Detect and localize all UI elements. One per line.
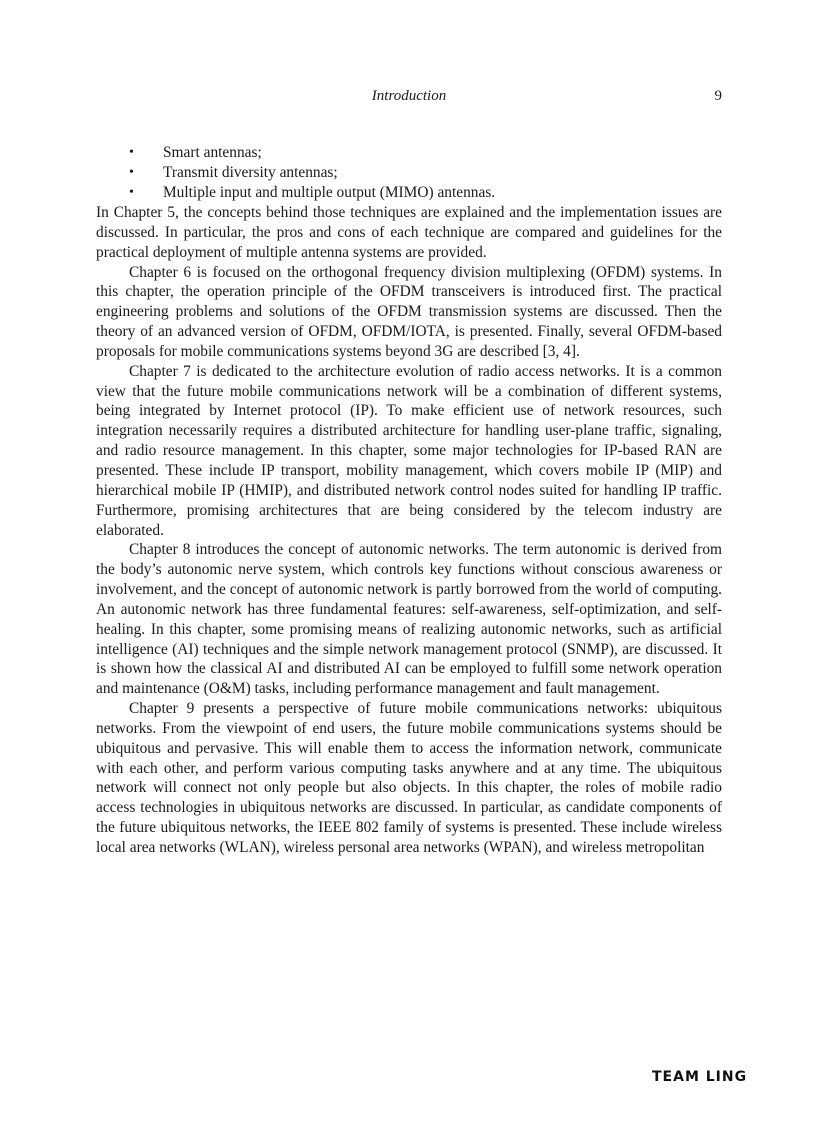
list-item — [96, 183, 722, 203]
bullet-icon: • — [129, 165, 134, 180]
bullet-icon: • — [129, 185, 134, 200]
list-item — [96, 143, 722, 163]
page-number: 9 — [714, 88, 722, 104]
paragraph-chapter-6: Chapter 6 is focused on the orthogonal frequency division multiplexing (OFDM) systems. In this chapter, the operation principle of the OFDM transceivers is introduced first. The practical engineering problems and solutions of the OFDM transmission systems are discussed. Then the theory of an advanced version of OFDM, OFDM/IOTA, is presented. Finally, several OFDM-based proposals for mobile communications systems beyond 3G are described [3, 4]. — [96, 263, 722, 360]
paragraph-chapter-7: Chapter 7 is dedicated to the architecture evolution of radio access networks. It is a common view that the future mobile communications network will be a combination of different systems, being integrated by Internet protocol (IP). To make efficient use of network resources, such integration necessarily requires a distributed architecture for handling user-plane traffic, signaling, and radio resource management. In this chapter, some major technologies for IP-based RAN are presented. These include IP transport, mobility management, which covers mobile IP (MIP) and hierarchical mobile IP (HMIP), and distributed network control nodes suited for handling IP traffic. Furthermore, promising architectures that are being considered by the telecom industry are elaborated. — [96, 362, 722, 539]
paragraph-chapter-5: In Chapter 5, the concepts behind those techniques are explained and the implementation issues are discussed. In particular, the pros and cons of each technique are compared and guidelines for the practical deployment of multiple antenna systems are provided. — [96, 204, 722, 261]
antenna-bullet-list — [96, 143, 722, 203]
team-ling-watermark: TEAM LING — [652, 1069, 748, 1085]
running-header — [96, 88, 722, 108]
paragraph-chapter-8: Chapter 8 introduces the concept of autonomic networks. The term autonomic is derived from the body’s autonomic nerve system, which controls key functions without conscious awareness or involvement, and the concept of autonomic network is partly borrowed from the world of computing. An autonomic network has three fundamental features: self-awareness, self-optimization, and self-healing. In this chapter, some promising means of realizing autonomic networks, such as artificial intelligence (AI) techniques and the simple network management protocol (SNMP), are discussed. It is shown how the classical AI and distributed AI can be employed to fulfill some network operation and maintenance (O&M) tasks, including performance management and fault management. — [96, 541, 722, 698]
bullet-icon: • — [129, 145, 134, 160]
list-item-text: Multiple input and multiple output (MIMO) antennas. — [163, 184, 496, 201]
list-item-text: Transmit diversity antennas; — [163, 164, 338, 181]
running-title: Introduction — [371, 88, 447, 104]
list-item — [96, 163, 722, 183]
body-text — [96, 203, 722, 858]
list-item-text: Smart antennas; — [163, 144, 262, 161]
paragraph-chapter-9: Chapter 9 presents a perspective of future mobile communications networks: ubiquitous networks. From the viewpoint of end users, the future mobile communications systems should be ubiquitous and pervasive. This will enable them to access the information network, communicate with each other, and perform various computing tasks anywhere and at any time. The ubiquitous network will connect not only people but also objects. In this chapter, the roles of mobile radio access technologies in ubiquitous networks are discussed. In particular, as candidate components of the future ubiquitous networks, the IEEE 802 family of systems is presented. These include wireless local area networks (WLAN), wireless personal area networks (WPAN), and wireless metropolitan — [96, 700, 722, 856]
